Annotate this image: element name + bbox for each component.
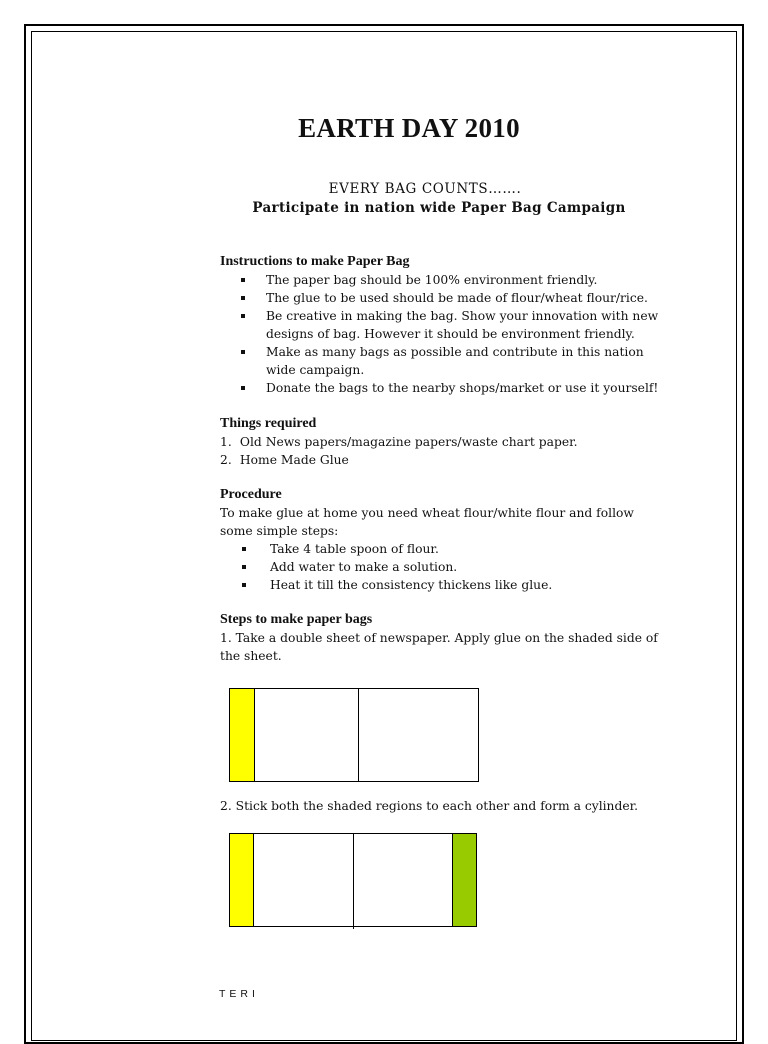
sheet-diagram-step-1 (229, 688, 479, 782)
procedure-heading: Procedure (220, 487, 282, 502)
sheet-diagram-step-2 (229, 833, 477, 927)
step-1-text: 1. Take a double sheet of newspaper. Apply glue on the shaded side of the sheet. (220, 631, 658, 663)
item-number: 1. (220, 435, 232, 449)
footer-organization: TERI (219, 988, 259, 1000)
procedure-list (220, 540, 670, 594)
campaign-subtitle: Participate in nation wide Paper Bag Campaign (252, 200, 626, 216)
glue-shaded-region-left (230, 834, 254, 926)
list-item: Take 4 table spoon of flour. (270, 540, 670, 558)
procedure-intro: To make glue at home you need wheat flour/white flour and follow some simple steps: (220, 506, 634, 538)
document-body (220, 253, 670, 665)
instructions-list (220, 271, 670, 397)
steps-heading: Steps to make paper bags (220, 612, 373, 627)
step-2-text: 2. Stick both the shaded regions to each other and form a cylinder. (220, 799, 639, 813)
list-item: Heat it till the consistency thickens like glue. (270, 576, 670, 594)
things-required-heading: Things required (220, 416, 317, 431)
list-item: Make as many bags as possible and contribute in this nation wide campaign. (266, 343, 670, 379)
fold-line (358, 689, 359, 781)
item-text: Home Made Glue (239, 453, 349, 467)
slogan: EVERY BAG COUNTS……. (328, 181, 522, 197)
item-text: Old News papers/magazine papers/waste chart paper. (239, 435, 578, 449)
glue-shaded-region-right (452, 834, 476, 926)
item-number: 2. (220, 453, 232, 467)
list-item: The paper bag should be 100% environment friendly. (266, 271, 670, 289)
list-item: Donate the bags to the nearby shops/market or use it yourself! (266, 379, 670, 397)
list-item (220, 451, 670, 469)
glue-shaded-region (230, 689, 255, 781)
instructions-heading: Instructions to make Paper Bag (220, 254, 410, 269)
fold-line (353, 834, 354, 929)
list-item: Add water to make a solution. (270, 558, 670, 576)
page-title: EARTH DAY 2010 (298, 113, 520, 143)
list-item (220, 433, 670, 451)
list-item: Be creative in making the bag. Show your innovation with new designs of bag. However it should be environment friendly. (266, 307, 670, 343)
list-item: The glue to be used should be made of flour/wheat flour/rice. (266, 289, 670, 307)
